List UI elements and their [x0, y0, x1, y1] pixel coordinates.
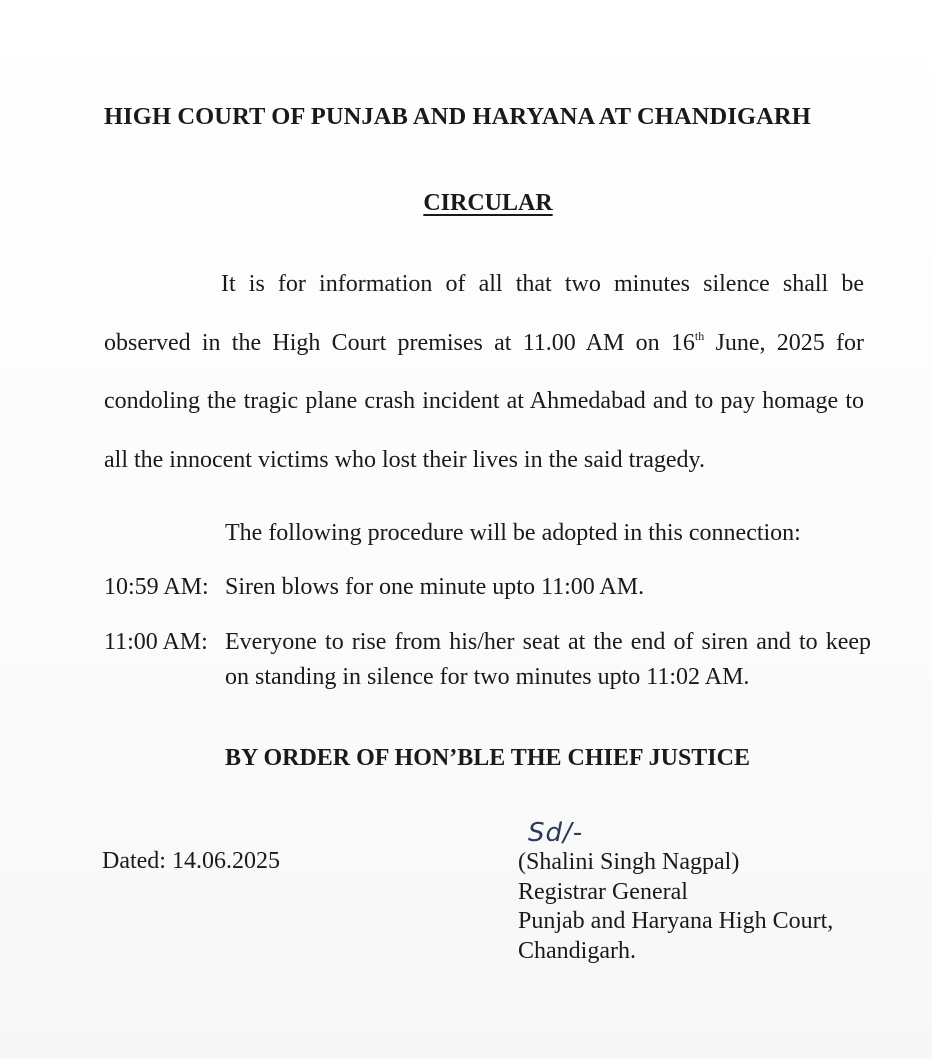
procedure-intro: The following procedure will be adopted in this connection: — [225, 520, 801, 546]
procedure-text-line-2: on standing in silence for two minutes upto 11:02 AM. — [225, 664, 750, 690]
signatory-office: Punjab and Haryana High Court, — [518, 908, 834, 934]
date-line: Dated: 14.06.2025 — [102, 848, 280, 874]
paragraph-line-1: It is for information of all that two minutes silence shall be — [221, 271, 864, 297]
paragraph-line-4: all the innocent victims who lost their lives in the said tragedy. — [104, 446, 705, 473]
signatory-name: (Shalini Singh Nagpal) — [518, 849, 740, 875]
paragraph-line-2-text-b: June, 2025 for — [704, 329, 864, 356]
procedure-text — [225, 625, 871, 695]
court-heading: HIGH COURT OF PUNJAB AND HARYANA AT CHANDIGARH — [104, 103, 811, 130]
circular-title-text: CIRCULAR — [423, 190, 553, 216]
signatory-block — [518, 848, 833, 966]
paragraph-line-3: condoling the tragic plane crash incident at Ahmedabad and to pay homage to — [104, 388, 864, 414]
procedure-text-line-1: Siren blows for one minute upto 11:00 AM. — [225, 574, 645, 600]
signatory-place: Chandigarh. — [518, 937, 636, 964]
circular-paragraph — [104, 255, 864, 489]
paragraph-line-2 — [104, 314, 864, 373]
procedure-time: 11:00 AM: — [104, 629, 208, 655]
procedure-time: 10:59 AM: — [104, 574, 209, 600]
paragraph-line-2-text-a: observed in the High Court premises at 11.00 AM on 16 — [104, 329, 695, 356]
signature-mark: Sd/- — [528, 818, 584, 848]
procedure-text-line-1: Everyone to rise from his/her seat at the end of siren and to keep — [225, 629, 871, 655]
circular-title — [0, 190, 932, 217]
signatory-designation: Registrar General — [518, 878, 688, 905]
procedure-text — [225, 570, 871, 605]
by-order-line: BY ORDER OF HON’BLE THE CHIEF JUSTICE — [225, 745, 750, 771]
ordinal-suffix: th — [694, 328, 705, 343]
